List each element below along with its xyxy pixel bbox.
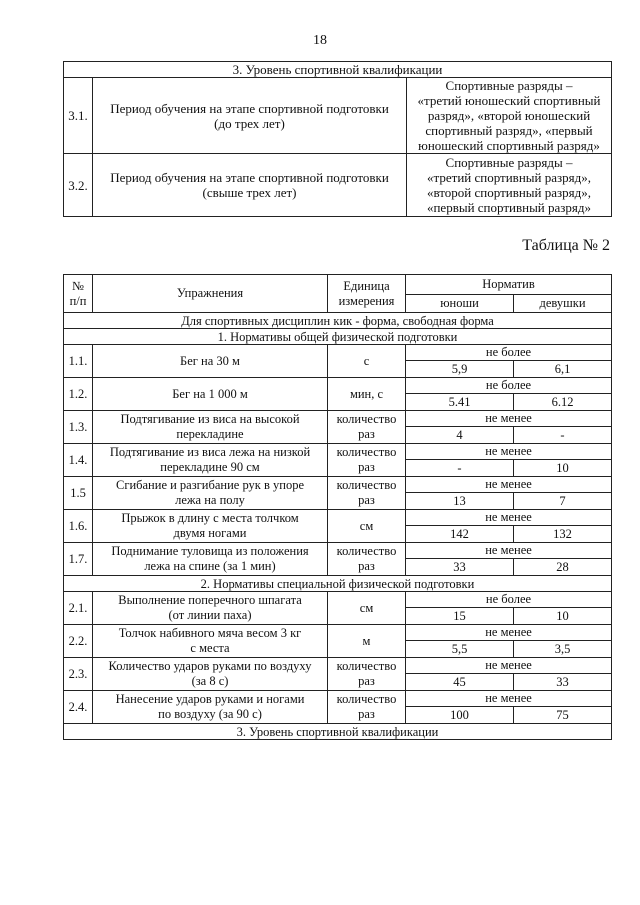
condition-cell: не более bbox=[406, 345, 612, 361]
section1-body bbox=[64, 345, 612, 576]
boys-value: 100 bbox=[406, 707, 514, 724]
unit-cell bbox=[328, 477, 406, 510]
condition-cell: не менее bbox=[406, 411, 612, 427]
period-line: Период обучения на этапе спортивной подготовки bbox=[110, 100, 389, 116]
unit-header-line: измерения bbox=[338, 293, 395, 308]
exercise-line: (от линии паха) bbox=[168, 608, 252, 622]
boys-value: 4 bbox=[406, 427, 514, 444]
exercise-line: Поднимание туловища из положения bbox=[111, 544, 309, 558]
exercise-line: Толчок набивного мяча весом 3 кг bbox=[118, 626, 302, 640]
exercise-line: Бег на 1 000 м bbox=[172, 386, 248, 401]
row-number: 2.4. bbox=[64, 691, 93, 724]
exercise-line: перекладине 90 см bbox=[160, 460, 260, 474]
condition-cell: не менее bbox=[406, 510, 612, 526]
unit-cell bbox=[328, 592, 406, 625]
girls-value: 132 bbox=[514, 526, 612, 543]
unit-line: с bbox=[363, 353, 370, 368]
unit-line: количество bbox=[336, 692, 397, 706]
period-line: (до трех лет) bbox=[214, 115, 285, 131]
req-line: спортивный разряд», «первый bbox=[425, 123, 593, 138]
condition-cell: не менее bbox=[406, 543, 612, 559]
exercise-line: (за 8 с) bbox=[191, 674, 229, 688]
req-line: юношеский спортивный разряд» bbox=[418, 138, 600, 153]
boys-value: 45 bbox=[406, 674, 514, 691]
unit-line: мин, с bbox=[349, 386, 384, 401]
exercise-line: с места bbox=[190, 641, 230, 655]
table-row bbox=[64, 625, 612, 641]
exercise-line: Нанесение ударов руками и ногами bbox=[115, 692, 305, 706]
table-row bbox=[64, 78, 612, 154]
unit-line: м bbox=[362, 633, 371, 648]
section-title: 3. Уровень спортивной квалификации bbox=[64, 62, 612, 78]
unit-line: количество bbox=[336, 544, 397, 558]
page-number: 18 bbox=[313, 33, 327, 48]
table-row bbox=[64, 691, 612, 707]
exercise-line: перекладине bbox=[176, 427, 244, 441]
section-row bbox=[64, 329, 612, 345]
girls-value: 3,5 bbox=[514, 641, 612, 658]
condition-cell: не менее bbox=[406, 444, 612, 460]
girls-value: 10 bbox=[514, 460, 612, 477]
table-row bbox=[64, 345, 612, 361]
exercise-line: лежа на полу bbox=[175, 493, 245, 507]
row-number: 3.1. bbox=[64, 78, 93, 154]
exercise-line: Выполнение поперечного шпагата bbox=[118, 593, 302, 607]
unit-line: раз bbox=[358, 707, 375, 721]
exercise-line: Подтягивание из виса на высокой bbox=[120, 412, 300, 426]
req-line: «второй спортивный разряд», bbox=[426, 185, 591, 200]
exercise-line: Прыжок в длину с места толчком bbox=[121, 511, 299, 525]
boys-value: 5.41 bbox=[406, 394, 514, 411]
exercise-line: двумя ногами bbox=[173, 526, 247, 540]
section-row bbox=[64, 576, 612, 592]
table-row bbox=[64, 592, 612, 608]
unit-line: количество bbox=[336, 445, 397, 459]
table-row bbox=[64, 477, 612, 493]
unit-line: количество bbox=[336, 478, 397, 492]
boys-value: 13 bbox=[406, 493, 514, 510]
unit-cell bbox=[328, 510, 406, 543]
section-title: 3. Уровень спортивной квалификации bbox=[64, 724, 612, 740]
row-number: 1.5 bbox=[64, 477, 93, 510]
row-number: 2.2. bbox=[64, 625, 93, 658]
exercise-cell bbox=[93, 411, 328, 444]
boys-value: 5,5 bbox=[406, 641, 514, 658]
condition-cell: не более bbox=[406, 378, 612, 394]
unit-cell bbox=[328, 411, 406, 444]
girls-value: 7 bbox=[514, 493, 612, 510]
unit-line: раз bbox=[358, 493, 375, 507]
norms-table bbox=[63, 274, 612, 740]
boys-value: 5,9 bbox=[406, 361, 514, 378]
requirement-cell bbox=[407, 78, 612, 154]
row-number: 1.1. bbox=[64, 345, 93, 378]
norm-header: Норматив bbox=[406, 275, 612, 295]
row-number: 1.6. bbox=[64, 510, 93, 543]
num-header bbox=[64, 275, 93, 313]
table-caption: Таблица № 2 bbox=[522, 237, 610, 254]
exercise-cell bbox=[93, 477, 328, 510]
unit-cell bbox=[328, 444, 406, 477]
table-row bbox=[64, 658, 612, 674]
period-line: Период обучения на этапе спортивной подготовки bbox=[110, 170, 389, 185]
table-row bbox=[64, 543, 612, 559]
unit-line: раз bbox=[358, 559, 375, 573]
girls-value: 6.12 bbox=[514, 394, 612, 411]
exercise-line: по воздуху (за 90 с) bbox=[158, 707, 262, 721]
exercise-cell bbox=[93, 691, 328, 724]
unit-cell bbox=[328, 378, 406, 411]
period-cell bbox=[93, 154, 407, 217]
row-number: 1.2. bbox=[64, 378, 93, 411]
row-number: 2.3. bbox=[64, 658, 93, 691]
table-row bbox=[64, 510, 612, 526]
req-line: Спортивные разряды – bbox=[445, 78, 573, 93]
boys-value: 33 bbox=[406, 559, 514, 576]
unit-line: количество bbox=[336, 659, 397, 673]
num-header-line: № bbox=[72, 278, 84, 293]
discipline-title: Для спортивных дисциплин кик - форма, свободная форма bbox=[64, 313, 612, 329]
req-line: «третий юношеский спортивный bbox=[417, 93, 601, 108]
boys-value: - bbox=[406, 460, 514, 477]
condition-cell: не более bbox=[406, 592, 612, 608]
section-title: 2. Нормативы специальной физической подготовки bbox=[64, 576, 612, 592]
num-header-line: п/п bbox=[69, 293, 87, 308]
boys-value: 15 bbox=[406, 608, 514, 625]
exercise-cell bbox=[93, 444, 328, 477]
req-line: «первый спортивный разряд» bbox=[426, 200, 592, 215]
period-line: (свыше трех лет) bbox=[202, 185, 297, 200]
unit-line: раз bbox=[358, 460, 375, 474]
discipline-row bbox=[64, 313, 612, 329]
exercise-line: Количество ударов руками по воздуху bbox=[108, 659, 312, 673]
row-number: 1.7. bbox=[64, 543, 93, 576]
row-number: 3.2. bbox=[64, 154, 93, 217]
exercise-line: Сгибание и разгибание рук в упоре bbox=[116, 478, 304, 492]
table-row bbox=[64, 411, 612, 427]
table-row bbox=[64, 444, 612, 460]
unit-line: см bbox=[359, 600, 374, 615]
section-row bbox=[64, 62, 612, 78]
unit-cell bbox=[328, 543, 406, 576]
girls-value: 6,1 bbox=[514, 361, 612, 378]
exercise-cell bbox=[93, 658, 328, 691]
condition-cell: не менее bbox=[406, 477, 612, 493]
condition-cell: не менее bbox=[406, 625, 612, 641]
section2-body bbox=[64, 592, 612, 724]
table-row bbox=[64, 378, 612, 394]
qualification-table bbox=[63, 61, 612, 217]
boys-header: юноши bbox=[406, 295, 514, 313]
boys-value: 142 bbox=[406, 526, 514, 543]
row-number: 1.3. bbox=[64, 411, 93, 444]
requirement-cell bbox=[407, 154, 612, 217]
exercise-line: Подтягивание из виса лежа на низкой bbox=[109, 445, 311, 459]
exercise-cell bbox=[93, 378, 328, 411]
req-line: Спортивные разряды – bbox=[445, 155, 573, 170]
girls-value: 28 bbox=[514, 559, 612, 576]
unit-cell bbox=[328, 658, 406, 691]
girls-value: 75 bbox=[514, 707, 612, 724]
section-title: 1. Нормативы общей физической подготовки bbox=[64, 329, 612, 345]
unit-header-line: Единица bbox=[343, 278, 390, 293]
header-row bbox=[64, 275, 612, 295]
period-cell bbox=[93, 78, 407, 154]
section-row bbox=[64, 724, 612, 740]
exercise-cell bbox=[93, 345, 328, 378]
unit-cell bbox=[328, 625, 406, 658]
girls-header: девушки bbox=[514, 295, 612, 313]
unit-cell bbox=[328, 345, 406, 378]
exercise-cell bbox=[93, 510, 328, 543]
unit-header bbox=[328, 275, 406, 313]
req-line: разряд», «второй юношеский bbox=[427, 108, 591, 123]
exercise-cell bbox=[93, 592, 328, 625]
girls-value: 33 bbox=[514, 674, 612, 691]
exercise-cell bbox=[93, 543, 328, 576]
row-number: 2.1. bbox=[64, 592, 93, 625]
unit-line: количество bbox=[336, 412, 397, 426]
unit-cell bbox=[328, 691, 406, 724]
req-line: «третий спортивный разряд», bbox=[427, 170, 591, 185]
row-number: 1.4. bbox=[64, 444, 93, 477]
unit-line: раз bbox=[358, 427, 375, 441]
exercise-line: Бег на 30 м bbox=[180, 353, 240, 368]
exercise-cell bbox=[93, 625, 328, 658]
girls-value: - bbox=[514, 427, 612, 444]
condition-cell: не менее bbox=[406, 658, 612, 674]
unit-line: см bbox=[359, 518, 374, 533]
condition-cell: не менее bbox=[406, 691, 612, 707]
unit-line: раз bbox=[358, 674, 375, 688]
exercise-line: лежа на спине (за 1 мин) bbox=[144, 559, 276, 573]
table-row bbox=[64, 154, 612, 217]
exercise-header: Упражнения bbox=[93, 275, 328, 313]
girls-value: 10 bbox=[514, 608, 612, 625]
